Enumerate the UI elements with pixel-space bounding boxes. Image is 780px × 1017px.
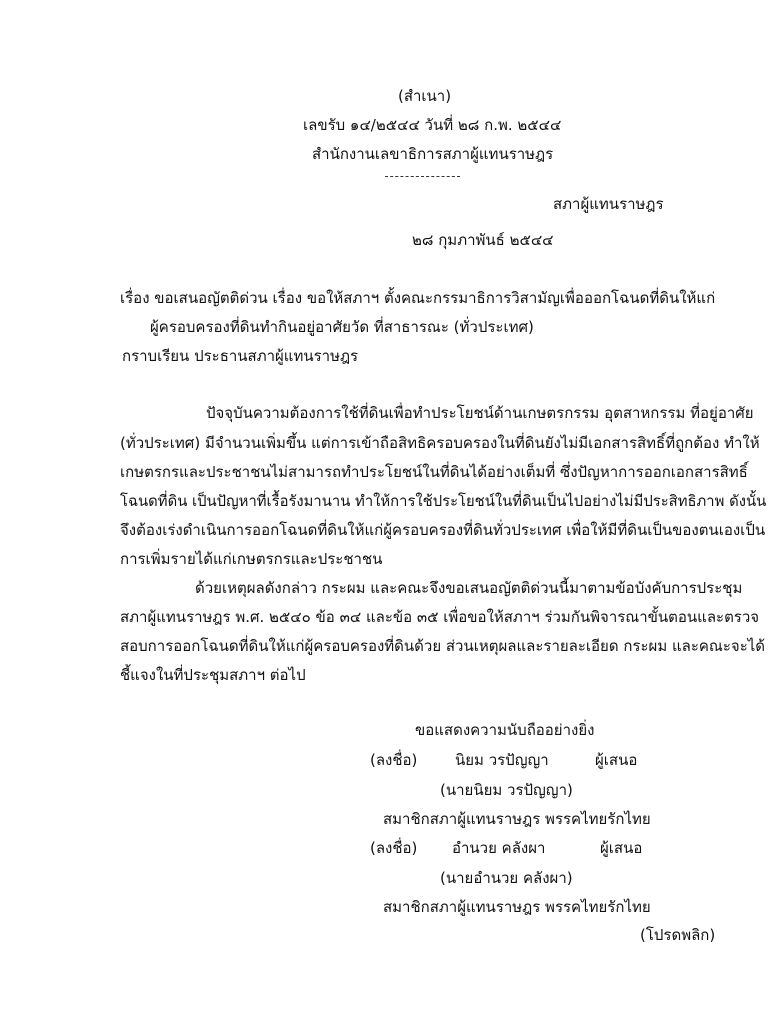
body-p1-line-2: (ทั่วประเทศ) มีจำนวนเพิ่มขึ้น แต่การเข้าถือสิทธิครอบครองในที่ดินยังไม่มีเอกสารสิทธิ์ที่ถูกต้อง ทำให้ xyxy=(120,434,760,452)
copy-label: (สำเนา) xyxy=(398,87,452,105)
to-organization: สภาผู้แทนราษฎร xyxy=(553,195,664,213)
signer2-printed-name: (นายอำนวย คลังผา) xyxy=(440,869,573,887)
signer1-sign-label: (ลงชื่อ) xyxy=(370,751,418,769)
body-p2-line-4: ชี้แจงในที่ประชุมสภาฯ ต่อไป xyxy=(120,666,306,684)
body-p1-line-1: ปัจจุบันความต้องการใช้ที่ดินเพื่อทำประโยชน์ด้านเกษตรกรรม อุตสาหกรรม ที่อยู่อาศัย xyxy=(206,404,754,422)
closing-regards: ขอแสดงความนับถืออย่างยิ่ง xyxy=(415,721,595,739)
signer2-signature: อำนวย คลังผา xyxy=(452,839,546,857)
subject-line-1: เรื่อง ขอเสนอญัตติด่วน เรื่อง ขอให้สภาฯ ตั้งคณะกรรมาธิการวิสามัญเพื่อออกโฉนดที่ดินให้แก่ xyxy=(120,289,716,307)
body-p2-line-3: สอบการออกโฉนดที่ดินให้แก่ผู้ครอบครองที่ดินด้วย ส่วนเหตุผลและรายละเอียด กระผม และคณะจะได้ xyxy=(120,637,766,655)
office-name: สำนักงานเลขาธิการสภาผู้แทนราษฎร xyxy=(312,145,554,163)
header-divider xyxy=(385,176,460,177)
body-p1-line-6: การเพิ่มรายได้แก่เกษตรกรและประชาชน xyxy=(120,550,383,568)
salutation: กราบเรียน ประธานสภาผู้แทนราษฎร xyxy=(122,347,359,365)
signer2-position: สมาชิกสภาผู้แทนราษฎร พรรคไทยรักไทย xyxy=(383,898,651,916)
signer2-role: ผู้เสนอ xyxy=(600,839,643,857)
signer2-sign-label: (ลงชื่อ) xyxy=(370,839,418,857)
body-p1-line-3: เกษตรกรและประชาชนไม่สามารถทำประโยชน์ในที่ดินได้อย่างเต็มที่ ซึ่งปัญหาการออกเอกสารสิทธิ์ xyxy=(120,463,748,481)
subject-line-2: ผู้ครอบครองที่ดินทำกินอยู่อาศัยวัด ที่สาธารณะ (ทั่วประเทศ) xyxy=(150,318,534,336)
turn-over-note: (โปรดพลิก) xyxy=(640,926,716,944)
body-p2-line-2: สภาผู้แทนราษฎร พ.ศ. ๒๕๔๐ ข้อ ๓๔ และข้อ ๓๕ เพื่อขอให้สภาฯ ร่วมกันพิจารณาขั้นตอนและตรวจ xyxy=(120,608,760,626)
signer1-signature: นิยม วรปัญญา xyxy=(455,751,549,769)
document-date: ๒๘ กุมภาพันธ์ ๒๕๔๔ xyxy=(412,231,554,249)
body-p2-line-1: ด้วยเหตุผลดังกล่าว กระผม และคณะจึงขอเสนอญัตติด่วนนี้มาตามข้อบังคับการประชุม xyxy=(195,579,743,597)
body-p1-line-5: จึงต้องเร่งดำเนินการออกโฉนดที่ดินให้แก่ผู้ครอบครองที่ดินทั่วประเทศ เพื่อให้มีที่ดินเป็นของตนเองเป็น xyxy=(120,521,766,539)
signer1-position: สมาชิกสภาผู้แทนราษฎร พรรคไทยรักไทย xyxy=(383,810,651,828)
signer1-role: ผู้เสนอ xyxy=(595,751,638,769)
receipt-stamp-line: เลขรับ ๑๔/๒๕๔๔ วันที่ ๒๘ ก.พ. ๒๕๔๔ xyxy=(303,116,562,134)
body-p1-line-4: โฉนดที่ดิน เป็นปัญหาที่เรื้อรังมานาน ทำให้การใช้ประโยชน์ในที่ดินเป็นไปอย่างไม่มีประสิทธิภาพ ดังนั้น xyxy=(120,492,767,510)
signer1-printed-name: (นายนิยม วรปัญญา) xyxy=(440,781,573,799)
